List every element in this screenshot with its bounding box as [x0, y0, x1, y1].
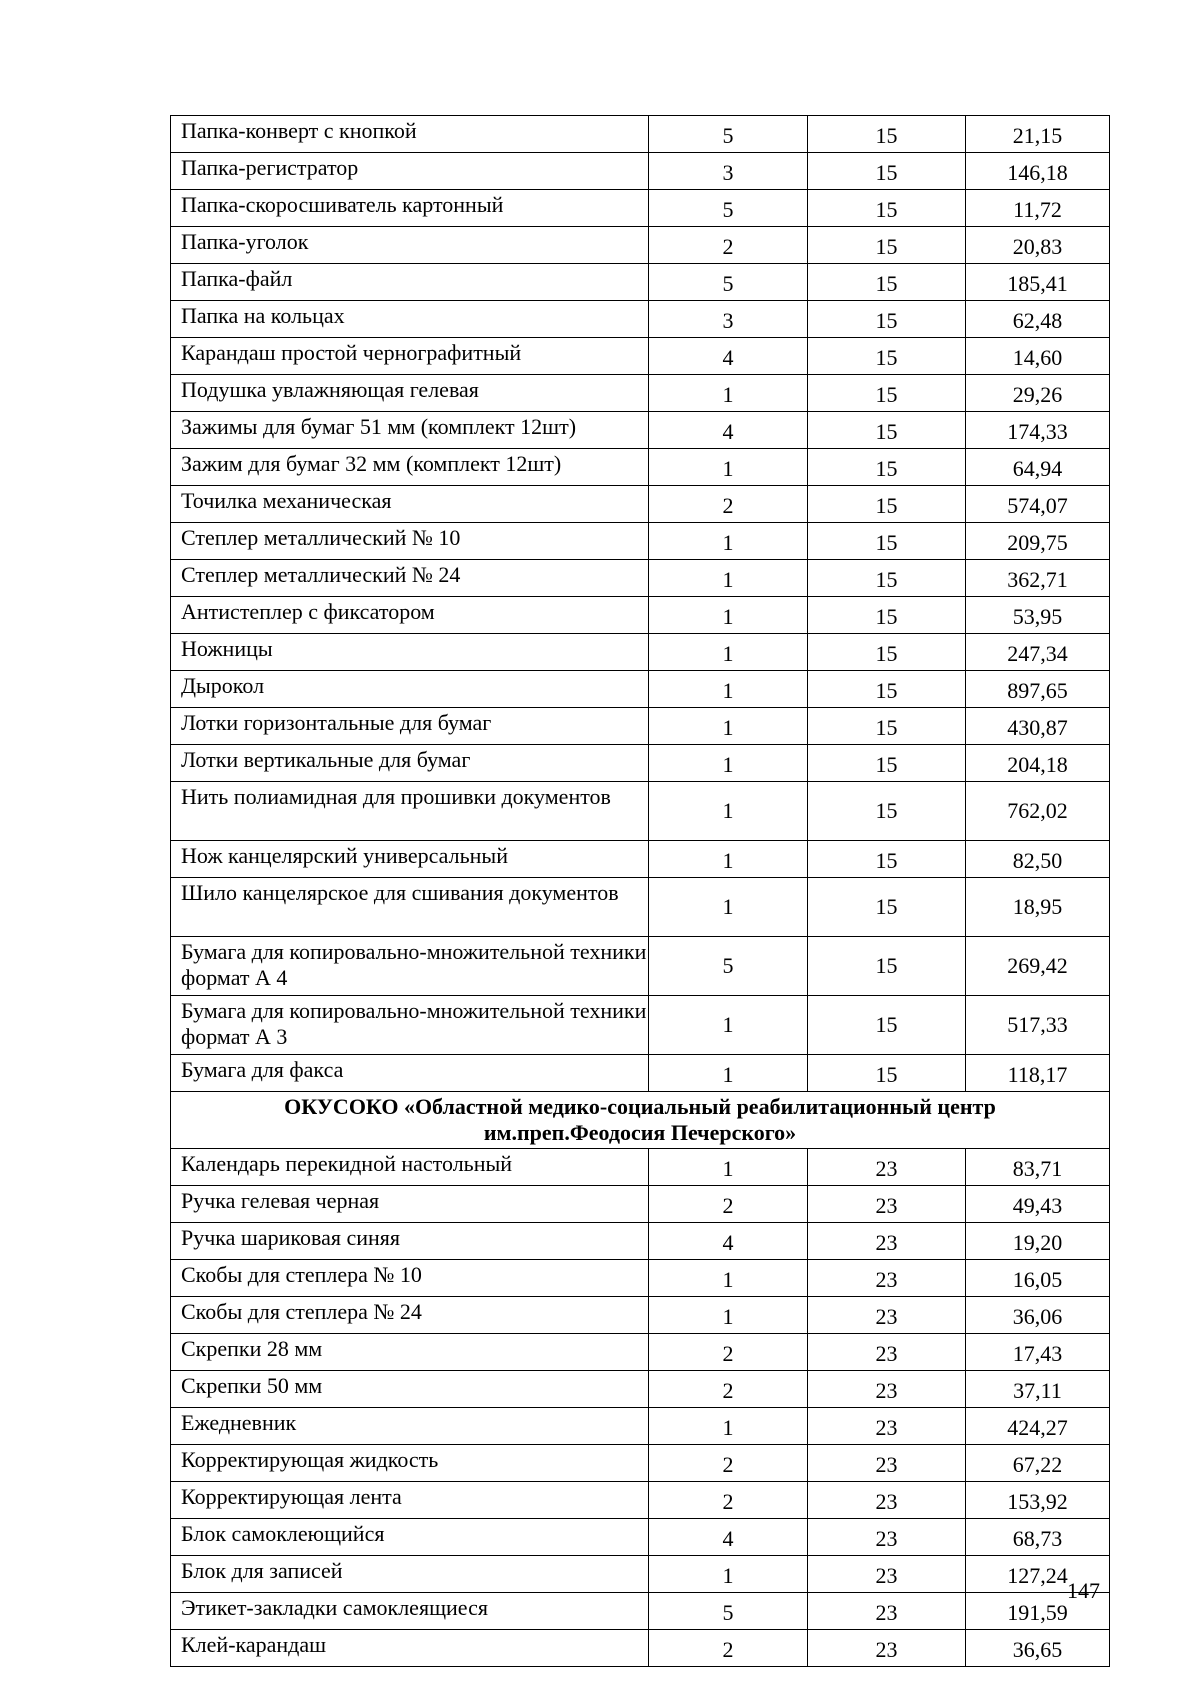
- item-qty: 1: [649, 560, 808, 597]
- item-qty: 2: [649, 1334, 808, 1371]
- item-price: 62,48: [966, 301, 1110, 338]
- item-count: 15: [808, 486, 966, 523]
- item-qty: 4: [649, 412, 808, 449]
- item-qty: 3: [649, 301, 808, 338]
- item-qty: 1: [649, 671, 808, 708]
- item-qty: 2: [649, 1371, 808, 1408]
- item-count: 15: [808, 996, 966, 1055]
- table-row: [171, 782, 1110, 841]
- item-qty: 5: [649, 264, 808, 301]
- table-row: [171, 937, 1110, 996]
- item-qty: 1: [649, 449, 808, 486]
- table-row: [171, 116, 1110, 153]
- item-qty: 1: [649, 523, 808, 560]
- item-price: 67,22: [966, 1445, 1110, 1482]
- item-name: Скрепки 28 мм: [171, 1334, 649, 1371]
- page-number: 147: [1067, 1578, 1100, 1603]
- item-qty: 4: [649, 338, 808, 375]
- item-qty: 2: [649, 1186, 808, 1223]
- item-qty: 1: [649, 1556, 808, 1593]
- item-price: 430,87: [966, 708, 1110, 745]
- table-row: [171, 745, 1110, 782]
- item-count: 23: [808, 1556, 966, 1593]
- table-row: [171, 1408, 1110, 1445]
- table-row: [171, 1445, 1110, 1482]
- item-price: 897,65: [966, 671, 1110, 708]
- table-row: [171, 1149, 1110, 1186]
- table-row: [171, 634, 1110, 671]
- item-name: Корректирующая лента: [171, 1482, 649, 1519]
- table-row: [171, 264, 1110, 301]
- item-price: 36,65: [966, 1630, 1110, 1667]
- item-price: 362,71: [966, 560, 1110, 597]
- supplies-table: [170, 115, 1110, 1667]
- item-qty: 4: [649, 1223, 808, 1260]
- item-name: Степлер металлический № 24: [171, 560, 649, 597]
- item-price: 18,95: [966, 878, 1110, 937]
- item-name: Папка на кольцах: [171, 301, 649, 338]
- item-price: 53,95: [966, 597, 1110, 634]
- item-price: 68,73: [966, 1519, 1110, 1556]
- item-count: 15: [808, 560, 966, 597]
- item-qty: 1: [649, 996, 808, 1055]
- item-name: Папка-скоросшиватель картонный: [171, 190, 649, 227]
- item-count: 15: [808, 412, 966, 449]
- item-name: Скрепки 50 мм: [171, 1371, 649, 1408]
- item-count: 23: [808, 1334, 966, 1371]
- item-name: Дырокол: [171, 671, 649, 708]
- item-name: Точилка механическая: [171, 486, 649, 523]
- table-row: [171, 1519, 1110, 1556]
- item-qty: 1: [649, 1297, 808, 1334]
- item-qty: 2: [649, 1445, 808, 1482]
- item-price: 574,07: [966, 486, 1110, 523]
- table-row: [171, 1334, 1110, 1371]
- item-count: 15: [808, 153, 966, 190]
- item-price: 517,33: [966, 996, 1110, 1055]
- table-row: [171, 412, 1110, 449]
- item-count: 23: [808, 1593, 966, 1630]
- item-price: 146,18: [966, 153, 1110, 190]
- item-name: Нить полиамидная для прошивки документов: [171, 782, 649, 841]
- item-qty: 1: [649, 1260, 808, 1297]
- item-price: 19,20: [966, 1223, 1110, 1260]
- item-count: 23: [808, 1297, 966, 1334]
- item-qty: 5: [649, 116, 808, 153]
- item-price: 16,05: [966, 1260, 1110, 1297]
- item-price: 191,59: [966, 1593, 1110, 1630]
- item-qty: 1: [649, 1408, 808, 1445]
- item-count: 15: [808, 937, 966, 996]
- item-qty: 1: [649, 708, 808, 745]
- item-price: 269,42: [966, 937, 1110, 996]
- item-name: Подушка увлажняющая гелевая: [171, 375, 649, 412]
- item-name: Ручка шариковая синяя: [171, 1223, 649, 1260]
- item-count: 23: [808, 1408, 966, 1445]
- table-row: [171, 1482, 1110, 1519]
- item-price: 118,17: [966, 1055, 1110, 1092]
- item-name: Степлер металлический № 10: [171, 523, 649, 560]
- item-name: Корректирующая жидкость: [171, 1445, 649, 1482]
- item-qty: 1: [649, 745, 808, 782]
- item-qty: 4: [649, 1519, 808, 1556]
- table-row: [171, 1371, 1110, 1408]
- table-row: [171, 190, 1110, 227]
- item-count: 15: [808, 523, 966, 560]
- item-price: 21,15: [966, 116, 1110, 153]
- table-row: [171, 878, 1110, 937]
- item-count: 15: [808, 671, 966, 708]
- table-row: [171, 1593, 1110, 1630]
- table-row: [171, 338, 1110, 375]
- item-name: Бумага для факса: [171, 1055, 649, 1092]
- item-name: Этикет-закладки самоклеящиеся: [171, 1593, 649, 1630]
- item-name: Шило канцелярское для сшивания документов: [171, 878, 649, 937]
- item-price: 17,43: [966, 1334, 1110, 1371]
- table-row: [171, 841, 1110, 878]
- item-price: 49,43: [966, 1186, 1110, 1223]
- item-count: 23: [808, 1482, 966, 1519]
- table-row: [171, 560, 1110, 597]
- item-count: 23: [808, 1630, 966, 1667]
- item-price: 127,24: [966, 1556, 1110, 1593]
- item-qty: 1: [649, 878, 808, 937]
- item-count: 23: [808, 1186, 966, 1223]
- item-name: Лотки горизонтальные для бумаг: [171, 708, 649, 745]
- item-price: 153,92: [966, 1482, 1110, 1519]
- item-price: 204,18: [966, 745, 1110, 782]
- item-qty: 2: [649, 1482, 808, 1519]
- item-price: 424,27: [966, 1408, 1110, 1445]
- item-count: 15: [808, 116, 966, 153]
- item-count: 23: [808, 1519, 966, 1556]
- item-qty: 1: [649, 1055, 808, 1092]
- item-count: 15: [808, 878, 966, 937]
- item-qty: 2: [649, 486, 808, 523]
- item-name: Скобы для степлера № 24: [171, 1297, 649, 1334]
- item-price: 83,71: [966, 1149, 1110, 1186]
- item-qty: 1: [649, 782, 808, 841]
- item-qty: 3: [649, 153, 808, 190]
- item-qty: 2: [649, 1630, 808, 1667]
- item-count: 15: [808, 338, 966, 375]
- item-count: 23: [808, 1371, 966, 1408]
- item-qty: 5: [649, 190, 808, 227]
- item-name: Папка-конверт с кнопкой: [171, 116, 649, 153]
- table-row: [171, 375, 1110, 412]
- item-name: Нож канцелярский универсальный: [171, 841, 649, 878]
- item-count: 15: [808, 708, 966, 745]
- item-count: 15: [808, 597, 966, 634]
- item-count: 15: [808, 634, 966, 671]
- item-count: 15: [808, 301, 966, 338]
- item-name: Папка-регистратор: [171, 153, 649, 190]
- item-price: 762,02: [966, 782, 1110, 841]
- table-row: [171, 1260, 1110, 1297]
- item-price: 174,33: [966, 412, 1110, 449]
- table-row: [171, 1297, 1110, 1334]
- item-count: 15: [808, 841, 966, 878]
- table-row: [171, 301, 1110, 338]
- item-qty: 1: [649, 634, 808, 671]
- item-price: 11,72: [966, 190, 1110, 227]
- item-count: 15: [808, 264, 966, 301]
- item-qty: 1: [649, 375, 808, 412]
- item-name: Ручка гелевая черная: [171, 1186, 649, 1223]
- item-name: Календарь перекидной настольный: [171, 1149, 649, 1186]
- item-count: 15: [808, 227, 966, 264]
- item-qty: 1: [649, 841, 808, 878]
- item-name: Бумага для копировально-множительной техники формат А 4: [171, 937, 649, 996]
- item-name: Папка-файл: [171, 264, 649, 301]
- item-name: Лотки вертикальные для бумаг: [171, 745, 649, 782]
- item-name: Блок для записей: [171, 1556, 649, 1593]
- item-price: 37,11: [966, 1371, 1110, 1408]
- item-count: 23: [808, 1445, 966, 1482]
- item-name: Папка-уголок: [171, 227, 649, 264]
- item-price: 36,06: [966, 1297, 1110, 1334]
- item-name: Блок самоклеющийся: [171, 1519, 649, 1556]
- item-name: Клей-карандаш: [171, 1630, 649, 1667]
- item-qty: 2: [649, 227, 808, 264]
- table-row: [171, 1630, 1110, 1667]
- table-row: [171, 227, 1110, 264]
- item-count: 23: [808, 1223, 966, 1260]
- item-count: 15: [808, 190, 966, 227]
- item-name: Ежедневник: [171, 1408, 649, 1445]
- item-count: 15: [808, 375, 966, 412]
- table-row: [171, 597, 1110, 634]
- item-name: Зажим для бумаг 32 мм (комплект 12шт): [171, 449, 649, 486]
- table-row: [171, 671, 1110, 708]
- item-count: 15: [808, 782, 966, 841]
- section-title: ОКУСОКО «Областной медико-социальный реабилитационный центр им.преп.Феодосия Печерского»: [171, 1092, 1110, 1149]
- item-count: 15: [808, 1055, 966, 1092]
- supplies-table-body: [171, 116, 1110, 1667]
- table-row: [171, 486, 1110, 523]
- table-row: [171, 1186, 1110, 1223]
- table-row: [171, 708, 1110, 745]
- table-row: [171, 996, 1110, 1055]
- item-name: Бумага для копировально-множительной техники формат А 3: [171, 996, 649, 1055]
- item-price: 14,60: [966, 338, 1110, 375]
- item-name: Зажимы для бумаг 51 мм (комплект 12шт): [171, 412, 649, 449]
- item-price: 20,83: [966, 227, 1110, 264]
- item-price: 209,75: [966, 523, 1110, 560]
- item-qty: 5: [649, 937, 808, 996]
- item-price: 82,50: [966, 841, 1110, 878]
- item-price: 247,34: [966, 634, 1110, 671]
- table-row: [171, 1055, 1110, 1092]
- item-count: 23: [808, 1149, 966, 1186]
- item-qty: 1: [649, 597, 808, 634]
- item-price: 64,94: [966, 449, 1110, 486]
- table-row: [171, 1556, 1110, 1593]
- item-name: Антистеплер с фиксатором: [171, 597, 649, 634]
- item-count: 15: [808, 745, 966, 782]
- item-name: Ножницы: [171, 634, 649, 671]
- item-name: Карандаш простой чернографитный: [171, 338, 649, 375]
- item-count: 15: [808, 449, 966, 486]
- item-qty: 1: [649, 1149, 808, 1186]
- table-row: [171, 449, 1110, 486]
- item-name: Скобы для степлера № 10: [171, 1260, 649, 1297]
- item-price: 185,41: [966, 264, 1110, 301]
- item-count: 23: [808, 1260, 966, 1297]
- table-row: [171, 523, 1110, 560]
- section-header-row: [171, 1092, 1110, 1149]
- table-row: [171, 153, 1110, 190]
- item-price: 29,26: [966, 375, 1110, 412]
- table-row: [171, 1223, 1110, 1260]
- item-qty: 5: [649, 1593, 808, 1630]
